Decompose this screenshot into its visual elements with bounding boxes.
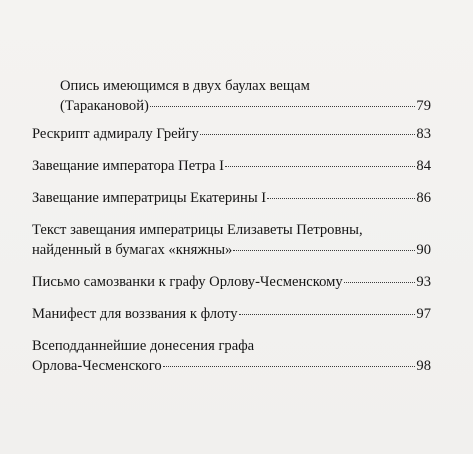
- dot-leader: [225, 166, 415, 167]
- dot-leader: [267, 198, 415, 199]
- toc-entry-title-line: Текст завещания императрицы Елизаветы Петровны,: [32, 222, 363, 238]
- page-number: 97: [416, 306, 431, 322]
- toc-entry: [32, 336, 431, 376]
- dot-leader: [344, 282, 416, 283]
- toc-entry-title-line: Орлова-Чесменского: [32, 358, 162, 374]
- page-number: 98: [416, 358, 431, 374]
- page-number: 93: [416, 274, 431, 290]
- toc-entry-title-line: найденный в бумагах «княжны»: [32, 242, 233, 258]
- toc-entry-title-line: Рескрипт адмиралу Грейгу: [32, 126, 199, 142]
- table-of-contents: [32, 76, 431, 376]
- page-number: 86: [416, 190, 431, 206]
- toc-entry-title-line: Письмо самозванки к графу Орлову-Чесменскому: [32, 274, 343, 290]
- page-number: 90: [416, 242, 431, 258]
- dot-leader: [239, 314, 416, 315]
- toc-entry-title-line: Опись имеющимся в двух баулах вещам: [60, 78, 310, 94]
- dot-leader: [200, 134, 416, 135]
- page-number: 79: [416, 98, 431, 114]
- toc-entry-title-line: Завещание императрицы Екатерины I: [32, 190, 267, 206]
- toc-entry-title-line: Всеподданнейшие донесения графа: [32, 338, 255, 354]
- dot-leader: [163, 366, 416, 367]
- dot-leader: [150, 106, 416, 107]
- page-number: 83: [416, 126, 431, 142]
- toc-entry: [32, 188, 431, 208]
- toc-entry: [32, 76, 431, 116]
- page-number: 84: [416, 158, 431, 174]
- dot-leader: [233, 250, 415, 251]
- toc-entry: [32, 304, 431, 324]
- toc-entry-title-line: Завещание императора Петра I: [32, 158, 225, 174]
- toc-entry: [32, 124, 431, 144]
- toc-entry-title-line: (Таракановой): [60, 98, 149, 114]
- toc-entry: [32, 272, 431, 292]
- toc-entry-title-line: Манифест для воззвания к флоту: [32, 306, 238, 322]
- toc-entry: [32, 156, 431, 176]
- toc-entry: [32, 220, 431, 260]
